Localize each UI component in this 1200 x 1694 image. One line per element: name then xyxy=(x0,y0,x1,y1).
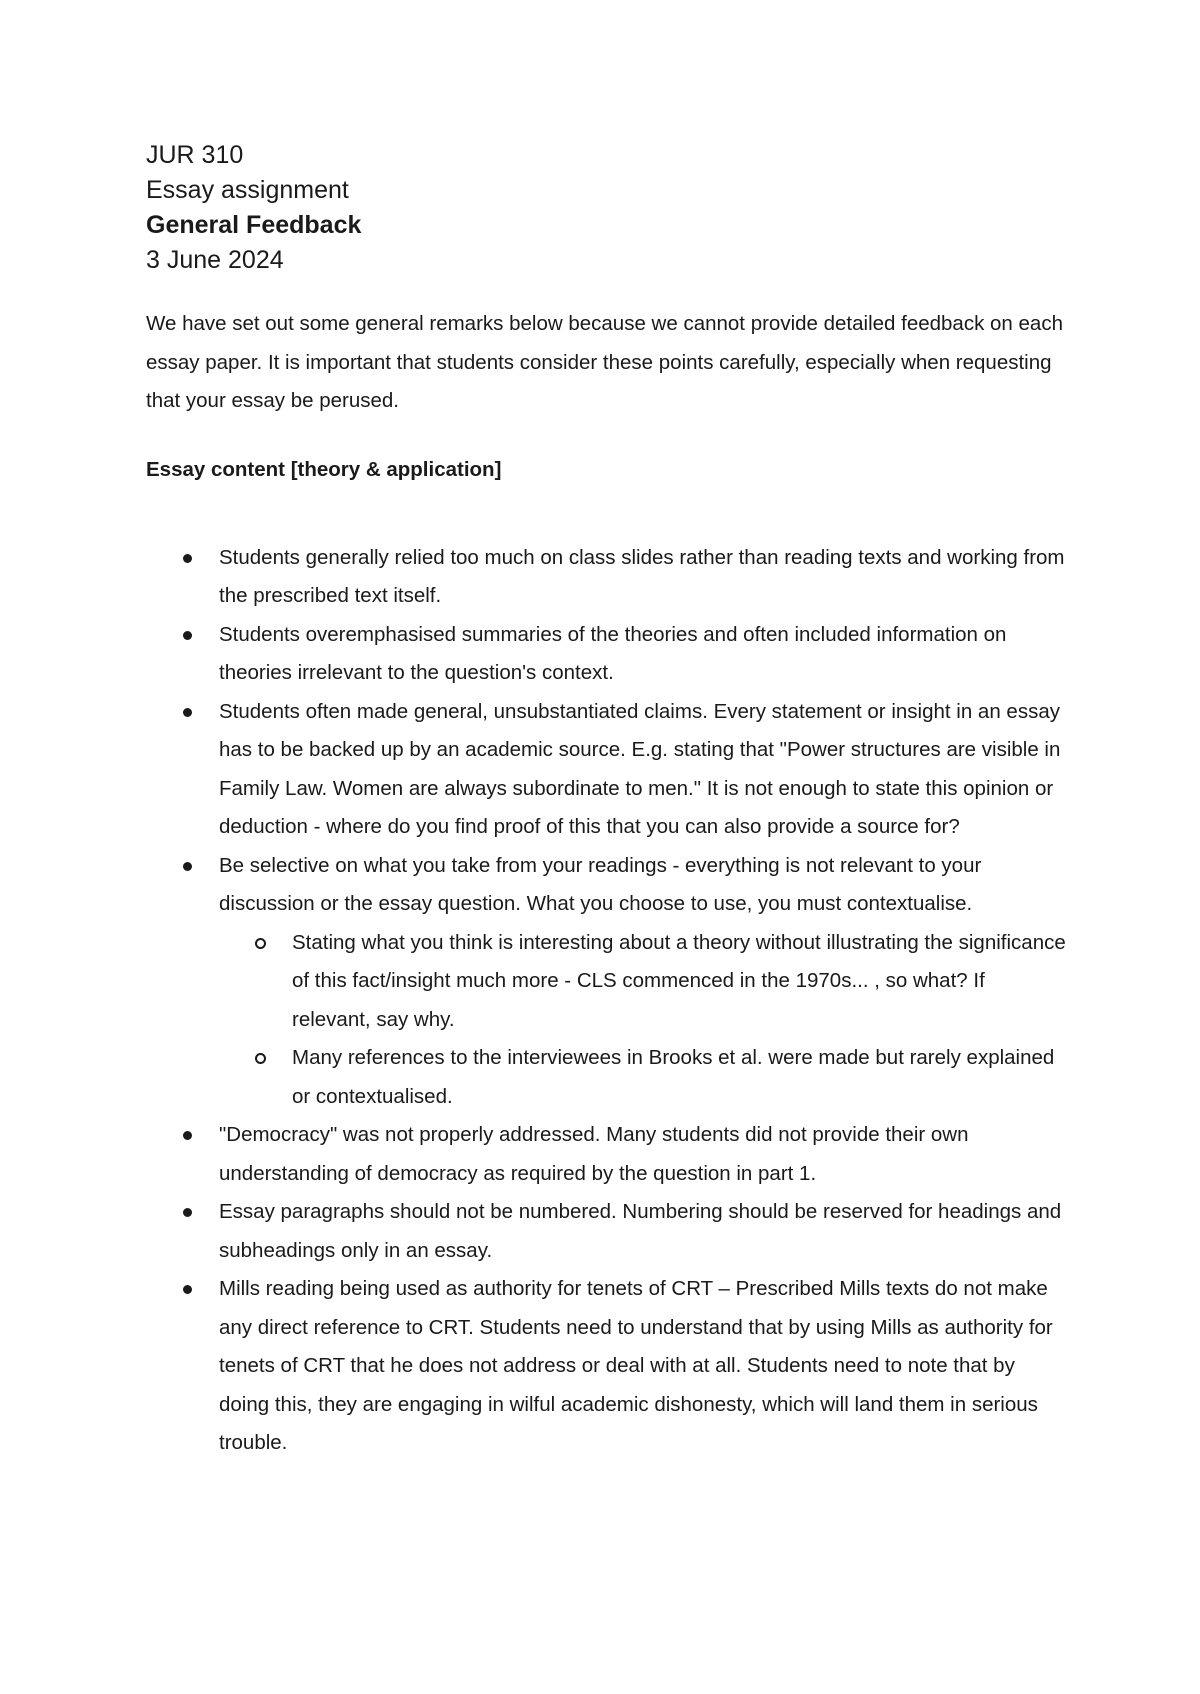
list-item xyxy=(146,693,1066,847)
list-item-text: Mills reading being used as authority for tenets of CRT – Prescribed Mills texts do not make any direct reference to CRT. Students need to understand that by using Mills as authority for tenets of CRT that he does not address or deal with at all. Students need to note that by doing this, they are engaging in wilful academic dishonesty, which will land them in serious trouble. xyxy=(219,1277,1053,1454)
list-item-text: Essay paragraphs should not be numbered. Numbering should be reserved for headings and subheadings only in an essay. xyxy=(219,1200,1062,1262)
hollow-bullet-icon xyxy=(255,938,266,949)
document-title: General Feedback xyxy=(146,211,362,239)
sub-list-item-text: Stating what you think is interesting about a theory without illustrating the significance of this fact/insight much more - CLS commenced in the 1970s... , so what? If relevant, say why. xyxy=(292,930,1066,1031)
document-page xyxy=(146,138,1066,1463)
list-item-text: Be selective on what you take from your readings - everything is not relevant to your discussion or the essay question. What you choose to use, you must contextualise. xyxy=(219,853,982,915)
bullet-icon xyxy=(183,631,192,640)
document-date: 3 June 2024 xyxy=(146,246,284,274)
sub-list-item xyxy=(219,1039,1066,1116)
list-item-text: "Democracy" was not properly addressed. Many students did not provide their own understanding of democracy as required by the question in part 1. xyxy=(219,1123,969,1185)
list-item xyxy=(146,1193,1066,1270)
course-code: JUR 310 xyxy=(146,141,244,169)
list-item-text: Students often made general, unsubstantiated claims. Every statement or insight in an essay has to be backed up by an academic source. E.g. stating that "Power structures are visible in Family Law. Women are always subordinate to men." It is not enough to state this opinion or deduction - where do you find proof of this that you can also provide a source for? xyxy=(219,699,1061,838)
list-item xyxy=(146,1270,1066,1463)
bullet-icon xyxy=(183,554,192,563)
sub-list-item xyxy=(219,924,1066,1040)
list-item xyxy=(146,847,1066,1117)
sub-list xyxy=(219,924,1066,1117)
bullet-icon xyxy=(183,1208,192,1217)
list-item-text: Students overemphasised summaries of the theories and often included information on theories irrelevant to the question's context. xyxy=(219,622,1007,684)
feedback-list xyxy=(146,539,1066,1463)
hollow-bullet-icon xyxy=(255,1053,266,1064)
list-item xyxy=(146,1116,1066,1193)
bullet-icon xyxy=(183,862,192,871)
list-item-text: Students generally relied too much on class slides rather than reading texts and working from the prescribed text itself. xyxy=(219,545,1065,607)
bullet-icon xyxy=(183,708,192,717)
sub-list-item-text: Many references to the interviewees in Brooks et al. were made but rarely explained or contextualised. xyxy=(292,1046,1055,1108)
bullet-icon xyxy=(183,1285,192,1294)
list-item xyxy=(146,539,1066,616)
bullet-icon xyxy=(183,1131,192,1140)
list-item xyxy=(146,616,1066,693)
assignment-title: Essay assignment xyxy=(146,176,349,204)
intro-paragraph: We have set out some general remarks below because we cannot provide detailed feedback on each essay paper. It is important that students consider these points carefully, especially when requesting that your essay be perused. xyxy=(146,312,1063,412)
section-heading: Essay content [theory & application] xyxy=(146,457,502,481)
